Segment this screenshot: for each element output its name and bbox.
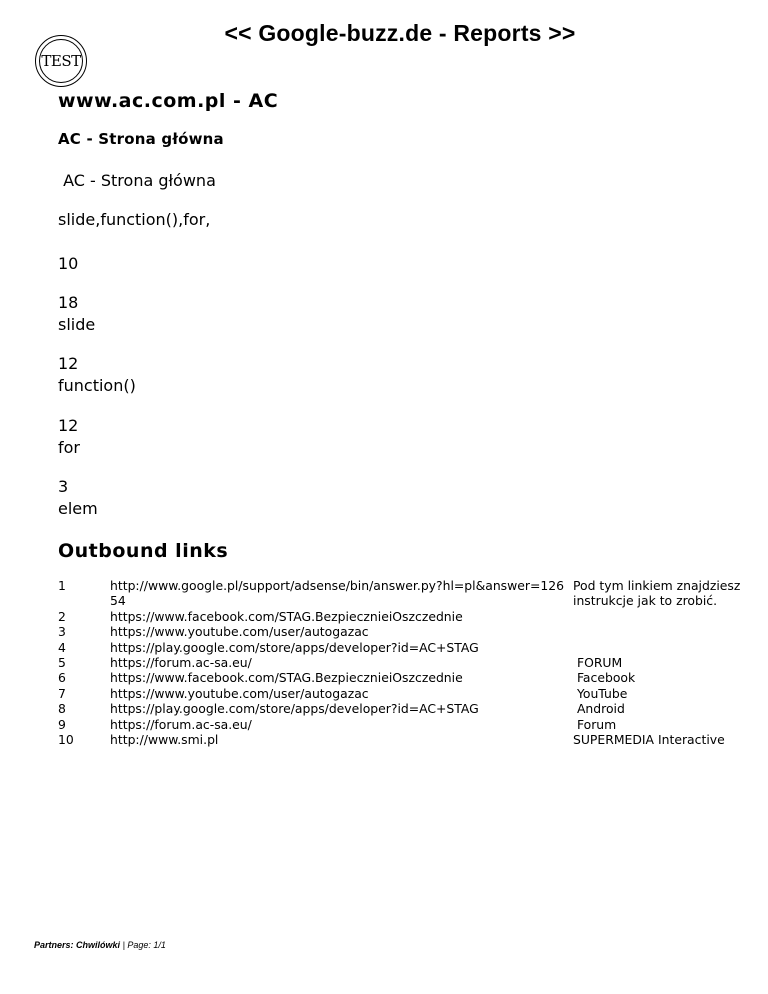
outbound-link-row bbox=[58, 670, 740, 685]
keyword-count: 3 bbox=[58, 477, 69, 496]
keyword-count: 12 bbox=[58, 416, 79, 435]
footer-page-number: | Page: 1/1 bbox=[122, 940, 166, 950]
link-anchor-text: FORUM bbox=[573, 655, 623, 671]
link-number: 8 bbox=[58, 701, 66, 717]
keyword-stat bbox=[58, 476, 98, 520]
page-subtitle: AC - Strona główna bbox=[58, 130, 224, 148]
keyword-stat bbox=[58, 353, 136, 397]
test-stamp-label: TEST bbox=[41, 52, 81, 70]
link-url[interactable]: https://play.google.com/store/apps/developer?id=AC+STAG bbox=[110, 639, 479, 655]
outbound-links-body bbox=[58, 578, 740, 747]
link-url[interactable]: https://play.google.com/store/apps/developer?id=AC+STAG bbox=[110, 701, 479, 717]
outbound-links-table bbox=[58, 578, 740, 747]
link-number: 3 bbox=[58, 624, 66, 640]
page-keywords: slide,function(),for, bbox=[58, 210, 211, 229]
keyword-word: slide bbox=[58, 315, 96, 334]
keyword-stat bbox=[58, 292, 95, 336]
link-url[interactable]: https://www.facebook.com/STAG.BezpiecznieiOszczednie bbox=[110, 670, 463, 686]
outbound-link-row bbox=[58, 701, 740, 716]
page-description: AC - Strona główna bbox=[58, 171, 216, 190]
link-anchor-text: SUPERMEDIA Interactive bbox=[573, 732, 725, 748]
link-url[interactable]: http://www.google.pl/support/adsense/bin/answer.py?hl=pl&answer=12654 bbox=[110, 578, 565, 609]
keyword-count: 18 bbox=[58, 293, 79, 312]
keyword-word: function() bbox=[58, 376, 136, 395]
link-url[interactable]: https://www.youtube.com/user/autogazac bbox=[110, 685, 369, 701]
link-number: 10 bbox=[58, 732, 74, 748]
link-number: 9 bbox=[58, 716, 66, 732]
link-anchor-text bbox=[565, 609, 740, 624]
outbound-link-row bbox=[58, 578, 740, 609]
link-url[interactable]: https://forum.ac-sa.eu/ bbox=[110, 716, 252, 732]
link-number: 2 bbox=[58, 608, 66, 624]
link-anchor-text: Facebook bbox=[573, 670, 636, 686]
link-number: 4 bbox=[58, 639, 66, 655]
outbound-link-row bbox=[58, 640, 740, 655]
keyword-word: elem bbox=[58, 499, 98, 518]
link-url[interactable]: http://www.smi.pl bbox=[110, 732, 219, 748]
outbound-link-row bbox=[58, 686, 740, 701]
outbound-link-row bbox=[58, 609, 740, 624]
keyword-count: 12 bbox=[58, 354, 79, 373]
link-number: 7 bbox=[58, 685, 66, 701]
link-url[interactable]: https://www.youtube.com/user/autogazac bbox=[110, 624, 369, 640]
footer bbox=[34, 940, 166, 950]
link-number: 5 bbox=[58, 655, 66, 671]
outbound-link-row bbox=[58, 655, 740, 670]
page-count: 10 bbox=[58, 254, 79, 273]
outbound-links-title: Outbound links bbox=[58, 540, 229, 562]
link-anchor-text bbox=[565, 640, 740, 655]
link-anchor-text: Pod tym linkiem znajdziesz instrukcje jak to zrobić. bbox=[573, 578, 741, 609]
link-anchor-text bbox=[565, 624, 740, 639]
outbound-link-row bbox=[58, 624, 740, 639]
link-anchor-text: YouTube bbox=[573, 685, 628, 701]
page-title: www.ac.com.pl - AC bbox=[58, 90, 279, 112]
link-number: 6 bbox=[58, 670, 66, 686]
link-anchor-text: Android bbox=[573, 701, 625, 717]
link-anchor-text: Forum bbox=[573, 716, 617, 732]
link-number: 1 bbox=[58, 578, 66, 593]
keyword-stat bbox=[58, 415, 80, 459]
footer-partners-label: Partners: bbox=[34, 940, 74, 950]
link-url[interactable]: https://www.facebook.com/STAG.BezpiecznieiOszczednie bbox=[110, 608, 463, 624]
link-url[interactable]: https://forum.ac-sa.eu/ bbox=[110, 655, 252, 671]
footer-partner-link[interactable]: Chwilówki bbox=[76, 940, 121, 950]
report-header-title: << Google-buzz.de - Reports >> bbox=[224, 20, 576, 46]
test-stamp-icon bbox=[35, 35, 87, 87]
outbound-link-row bbox=[58, 717, 740, 732]
outbound-link-row bbox=[58, 732, 740, 747]
keyword-word: for bbox=[58, 438, 80, 457]
